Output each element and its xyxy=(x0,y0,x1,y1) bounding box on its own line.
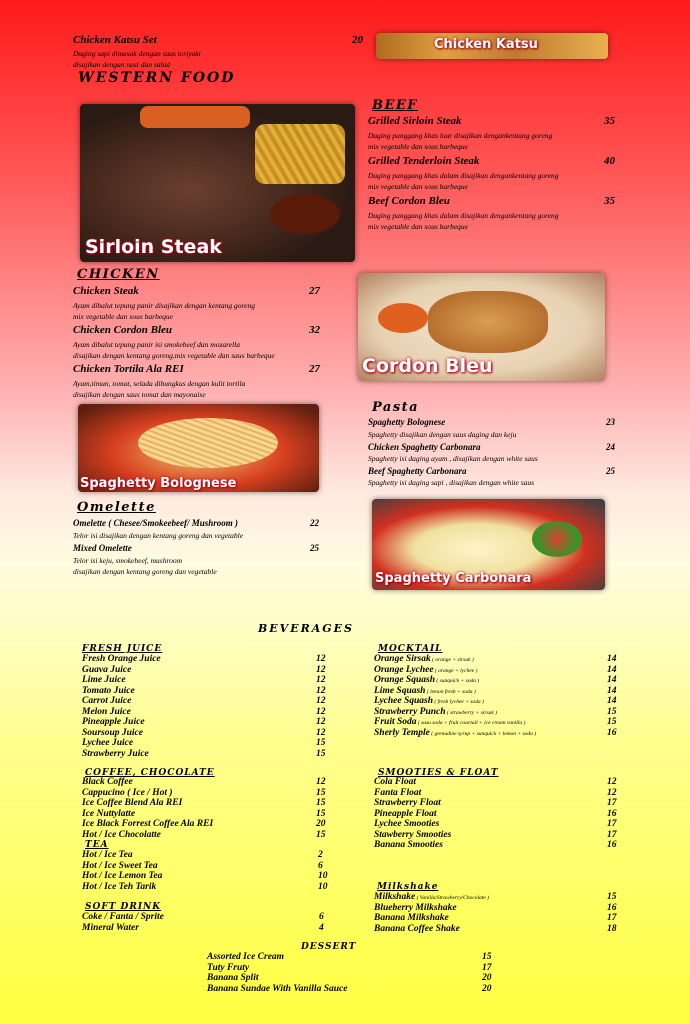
menu-row-name: Strawberry Punch xyxy=(374,706,446,717)
menu-row xyxy=(374,808,617,819)
menu-row-name: Banana Split xyxy=(207,973,259,983)
menu-row-name: Soursoup Juice xyxy=(82,727,143,738)
menu-row xyxy=(374,923,617,934)
cordon-bleu-photo xyxy=(358,273,605,381)
sirloin-steak-photo xyxy=(80,104,355,262)
menu-row xyxy=(374,727,617,738)
menu-row-price: 12 xyxy=(316,685,326,696)
beef-item-desc: Daging panggang khas luar disajikan dengankentang goreng xyxy=(368,131,553,140)
menu-row xyxy=(374,840,617,850)
menu-row xyxy=(82,881,328,892)
menu-row-name: Lime Squash xyxy=(374,685,426,696)
katsu-price: 20 xyxy=(352,34,363,46)
bolognese-caption: Spaghetty Bolognese xyxy=(80,476,237,491)
beef-item-desc: mix vegetable dan sous barbeque xyxy=(368,222,468,231)
menu-row-price: 15 xyxy=(607,892,617,902)
menu-row xyxy=(374,787,617,798)
menu-row xyxy=(374,685,617,696)
menu-row xyxy=(82,787,326,798)
menu-row-name: Banana Sundae With Vanilla Sauce xyxy=(207,983,348,994)
coffee-title: COFFEE, CHOCOLATE xyxy=(85,768,215,778)
menu-row-name: Black Coffee xyxy=(82,777,133,787)
pasta-item-desc: Spaghetty isi daging ayam , disajikan dengan white saus xyxy=(368,454,538,463)
menu-row-price: 15 xyxy=(316,829,326,840)
menu-row-price: 12 xyxy=(316,664,326,675)
menu-row-name: Orange Lychee xyxy=(374,664,434,675)
noodles-shape xyxy=(138,418,278,468)
chicken-item-name: Chicken Steak xyxy=(73,285,139,297)
cutlet-shape xyxy=(428,291,548,353)
beef-item-desc: Daging panggang khas dalam disajikan dengankentang goreng xyxy=(368,211,559,220)
menu-row-name: Lychee Smooties xyxy=(374,819,440,829)
menu-row-name: Strawberry Juice xyxy=(82,748,149,759)
menu-row xyxy=(374,717,617,727)
menu-row-price: 12 xyxy=(316,696,326,706)
menu-row-name: Cappucino ( Ice / Hot ) xyxy=(82,787,173,798)
menu-row-note: ( lemon fresh + soda ) xyxy=(425,688,476,695)
menu-row xyxy=(207,973,492,983)
menu-row xyxy=(82,829,326,840)
menu-row xyxy=(82,912,324,922)
menu-row-name: Strawberry Float xyxy=(374,798,441,808)
menu-row-name: Cola Float xyxy=(374,777,416,787)
menu-row-name: Tuty Fruty xyxy=(207,962,250,973)
menu-row-name: Ice Coffee Blend Ala REI xyxy=(82,798,183,808)
menu-row-name: Banana Milkshake xyxy=(374,913,449,923)
menu-row-name: Lychee Juice xyxy=(82,738,134,748)
beef-item-price: 35 xyxy=(604,195,615,207)
chicken-item-desc: mix vegetable dan sous barbeque xyxy=(73,312,173,321)
chicken-item-desc: Ayam,timun, tomat, selada dibungkus dengan kulit tortila xyxy=(73,379,246,388)
katsu-desc-2: disajikan dengan nasi dan salad xyxy=(73,60,171,69)
milkshake-title: Milkshake xyxy=(377,882,439,892)
menu-row xyxy=(82,706,326,717)
beverages-title: BEVERAGES xyxy=(258,622,354,635)
chicken-item-desc: disajikan dengan kentang goreng,mix vegetable dan saus barbeque xyxy=(73,351,275,360)
menu-row xyxy=(374,913,617,923)
menu-row-name: Guava Juice xyxy=(82,664,132,675)
menu-row-note: ( sunquick + soda ) xyxy=(434,678,480,684)
carrot-shape xyxy=(378,303,428,333)
menu-row-price: 15 xyxy=(316,787,326,798)
omelette-item-desc: disajikan dengan kentang goreng dan vegetable xyxy=(73,567,217,576)
mocktail-title: MOCKTAIL xyxy=(378,644,443,654)
menu-row-price: 15 xyxy=(316,748,326,759)
menu-row-name: Hot / Ice Chocolatte xyxy=(82,829,161,840)
menu-row-note: ( fresh lychee + soda ) xyxy=(433,699,484,705)
pasta-item-name: Spaghetty Bolognese xyxy=(368,417,446,427)
menu-row-price: 15 xyxy=(607,706,617,717)
beef-item-desc: mix vegetable dan sous barbeque xyxy=(368,142,468,151)
menu-row-name: Hot / Ice Sweet Tea xyxy=(82,860,158,871)
menu-row xyxy=(374,696,617,706)
beef-title: BEEF xyxy=(372,98,419,113)
chicken-item-price: 27 xyxy=(309,285,320,297)
menu-row xyxy=(82,850,323,860)
chicken-item-price: 27 xyxy=(309,363,320,375)
menu-row-name: Pineapple Juice xyxy=(82,717,145,727)
beef-item-price: 40 xyxy=(604,155,615,167)
menu-row-price: 17 xyxy=(607,913,617,923)
beef-item-name: Grilled Tenderloin Steak xyxy=(368,155,480,167)
menu-row-price: 16 xyxy=(607,727,617,738)
menu-row-note: ( orange + sirsak ) xyxy=(430,657,474,663)
beef-item-desc: mix vegetable dan sous barbeque xyxy=(368,182,468,191)
menu-row-name: Hot / Ice Lemon Tea xyxy=(82,871,163,881)
menu-row-price: 20 xyxy=(482,983,492,994)
pasta-title: Pasta xyxy=(372,400,420,415)
menu-row xyxy=(82,675,326,685)
menu-row-price: 12 xyxy=(316,675,326,685)
sirloin-caption: Sirloin Steak xyxy=(85,236,222,258)
menu-row xyxy=(82,696,326,706)
menu-row-price: 14 xyxy=(607,685,617,696)
menu-row-name: Fresh Orange Juice xyxy=(82,654,161,664)
menu-row-price: 17 xyxy=(607,798,617,808)
menu-row-price: 17 xyxy=(607,819,617,829)
menu-row-price: 12 xyxy=(316,706,326,717)
beef-item-desc: Daging panggang khas dalam disajikan dengankentang goreng xyxy=(368,171,559,180)
omelette-item-desc: Telor isi disajikan dengan kentang goreng dan vegetable xyxy=(73,531,244,540)
menu-row-price: 12 xyxy=(316,727,326,738)
menu-row-name: Carrot Juice xyxy=(82,696,132,706)
menu-row xyxy=(82,664,326,675)
fresh-juice-title: FRESH JUICE xyxy=(82,644,163,654)
chicken-item-name: Chicken Cordon Bleu xyxy=(73,324,173,336)
menu-row-name: Pineapple Float xyxy=(374,808,437,819)
carbonara-caption: Spaghetty Carbonara xyxy=(375,571,532,586)
menu-row-name: Ice Black Forrest Coffee Ala REI xyxy=(82,819,214,829)
menu-row xyxy=(82,738,326,748)
omelette-item-price: 25 xyxy=(310,543,319,553)
menu-row-price: 12 xyxy=(316,777,326,787)
menu-row xyxy=(207,983,492,994)
menu-row-price: 17 xyxy=(607,829,617,840)
menu-row-name: Blueberry Milkshake xyxy=(374,902,457,913)
tea-title: TEA xyxy=(85,840,109,850)
pasta-item-price: 23 xyxy=(606,417,615,427)
soft-drink-title: SOFT DRINK xyxy=(85,902,162,912)
menu-row xyxy=(82,819,326,829)
menu-row-price: 14 xyxy=(607,664,617,675)
menu-row-name: Stawberry Smooties xyxy=(374,829,452,840)
menu-row-price: 2 xyxy=(318,850,323,860)
vegetable-shape xyxy=(140,106,250,128)
pasta-item-desc: Spaghetty disajikan dengan saus daging dan keju xyxy=(368,430,517,439)
menu-row-name: Mineral Water xyxy=(82,922,139,933)
menu-row-name: Lime Juice xyxy=(82,675,126,685)
menu-row xyxy=(82,922,324,933)
menu-row-name: Orange Sirsak xyxy=(374,654,431,664)
menu-row-name: Sherly Temple xyxy=(374,727,430,738)
pasta-item-price: 24 xyxy=(606,442,615,452)
menu-row-name: Milkshake xyxy=(374,892,416,902)
chicken-title: CHICKEN xyxy=(77,267,160,282)
fries-shape xyxy=(255,124,345,184)
menu-row xyxy=(374,829,617,840)
menu-row-price: 12 xyxy=(607,777,617,787)
menu-row xyxy=(207,962,492,973)
menu-row xyxy=(82,798,326,808)
chicken-item-desc: Ayam dibalut tepung panir disajikan dengan kentang goreng xyxy=(73,301,255,310)
menu-row-price: 20 xyxy=(316,819,326,829)
menu-row-price: 12 xyxy=(316,654,326,664)
menu-row-note: ( grenadine syrup + sunquick + lemon + soda ) xyxy=(429,730,537,737)
menu-row-price: 14 xyxy=(607,654,617,664)
menu-row-price: 15 xyxy=(316,808,326,819)
omelette-item-price: 22 xyxy=(310,518,319,528)
menu-row-price: 14 xyxy=(607,675,617,685)
menu-row-name: Banana Smooties xyxy=(374,840,443,850)
chicken-item-price: 32 xyxy=(309,324,320,336)
katsu-photo xyxy=(376,33,608,59)
menu-row-name: Orange Squash xyxy=(374,675,435,685)
menu-row xyxy=(82,727,326,738)
menu-row-note: ( strawberry + sirsak ) xyxy=(445,709,498,716)
menu-row xyxy=(374,798,617,808)
dessert-title: DESSERT xyxy=(301,942,357,952)
menu-row xyxy=(374,654,617,664)
menu-row-price: 10 xyxy=(318,881,328,892)
menu-row xyxy=(82,777,326,787)
menu-row-price: 12 xyxy=(607,787,617,798)
menu-row-name: Melon Juice xyxy=(82,706,131,717)
menu-row-note: ( susu soda + fruit coactail + ice cream vanilla ) xyxy=(416,720,526,726)
menu-row-price: 20 xyxy=(482,973,492,983)
menu-row-price: 16 xyxy=(607,902,617,913)
beef-item-price: 35 xyxy=(604,115,615,127)
menu-row xyxy=(82,871,328,881)
menu-row-note: ( orange + lychee ) xyxy=(433,667,478,674)
menu-row-name: Banana Coffee Shake xyxy=(374,923,460,934)
katsu-name: Chicken Katsu Set xyxy=(73,34,157,46)
menu-row xyxy=(374,664,617,675)
omelette-item-name: Omelette ( Chesee/Smokeebeef/ Mushroom ) xyxy=(73,518,238,528)
cordon-bleu-caption: Cordon Bleu xyxy=(362,355,493,377)
menu-row-name: Lychee Squash xyxy=(374,696,434,706)
menu-row-price: 6 xyxy=(318,860,323,871)
menu-row-name: Hot / Ice Teh Tarik xyxy=(82,881,157,892)
menu-row-price: 10 xyxy=(318,871,328,881)
chicken-item-desc: Ayam dibalut tepung panir isi smokebeef dan mozarella xyxy=(73,340,240,349)
katsu-desc-1: Daging sapi dimasak dengan saus teriyaki xyxy=(73,49,201,58)
menu-row xyxy=(374,819,617,829)
menu-row-price: 6 xyxy=(319,912,324,922)
menu-row-price: 16 xyxy=(607,840,617,850)
menu-row-name: Hot / Ice Tea xyxy=(82,850,133,860)
menu-row-name: Fruit Soda xyxy=(374,717,417,727)
pasta-item-name: Chicken Spaghetty Carbonara xyxy=(368,442,481,452)
menu-row xyxy=(374,892,617,902)
menu-row xyxy=(374,706,617,717)
menu-row xyxy=(82,808,326,819)
menu-row-price: 15 xyxy=(607,717,617,727)
western-food-title: WESTERN FOOD xyxy=(78,70,236,86)
menu-row-note: ( Vanilla/Strawberry/Chocolate ) xyxy=(415,895,489,901)
menu-row-price: 15 xyxy=(316,738,326,748)
menu-row xyxy=(82,717,326,727)
menu-row-name: Ice Nuttylatte xyxy=(82,808,136,819)
pasta-item-price: 25 xyxy=(606,466,615,476)
menu-row-price: 15 xyxy=(316,798,326,808)
menu-row xyxy=(374,675,617,685)
menu-row xyxy=(82,860,323,871)
menu-row xyxy=(374,902,617,913)
menu-row-price: 15 xyxy=(482,952,492,962)
menu-row-name: Fanta Float xyxy=(374,787,422,798)
menu-row xyxy=(82,685,326,696)
beef-item-name: Beef Cordon Bleu xyxy=(368,195,450,207)
menu-row-price: 14 xyxy=(607,696,617,706)
menu-row xyxy=(374,777,617,787)
spaghetty-carbonara-photo xyxy=(372,499,605,590)
chicken-item-name: Chicken Tortila Ala REI xyxy=(73,363,184,375)
menu-row-price: 12 xyxy=(316,717,326,727)
menu-row-name: Coke / Fanta / Sprite xyxy=(82,912,164,922)
katsu-caption: Chicken Katsu xyxy=(434,37,538,52)
menu-row-price: 4 xyxy=(319,922,324,933)
menu-row-price: 18 xyxy=(607,923,617,934)
menu-row-price: 16 xyxy=(607,808,617,819)
spaghetty-bolognese-photo xyxy=(78,404,319,492)
sauce-shape xyxy=(270,194,340,234)
omelette-item-name: Mixed Omelette xyxy=(73,543,132,553)
salad-shape xyxy=(532,521,582,557)
menu-row-name: Tomato Juice xyxy=(82,685,135,696)
omelette-title: Omelette xyxy=(77,500,156,515)
menu-row-price: 17 xyxy=(482,962,492,973)
menu-row xyxy=(207,952,492,962)
pasta-item-name: Beef Spaghetty Carbonara xyxy=(368,466,467,476)
pasta-item-desc: Spaghetty isi daging sapi , disajikan dengan white saus xyxy=(368,478,535,487)
chicken-item-desc: disajikan dengan saus tomat dan mayonaise xyxy=(73,390,206,399)
omelette-item-desc: Telor isi keju, smokebeef, mushroom xyxy=(73,556,183,565)
menu-row xyxy=(82,748,326,759)
beef-item-name: Grilled Sirloin Steak xyxy=(368,115,462,127)
smoothies-title: SMOOTIES & FLOAT xyxy=(378,768,499,778)
menu-row-name: Assorted Ice Cream xyxy=(207,952,285,962)
menu-row xyxy=(82,654,326,664)
